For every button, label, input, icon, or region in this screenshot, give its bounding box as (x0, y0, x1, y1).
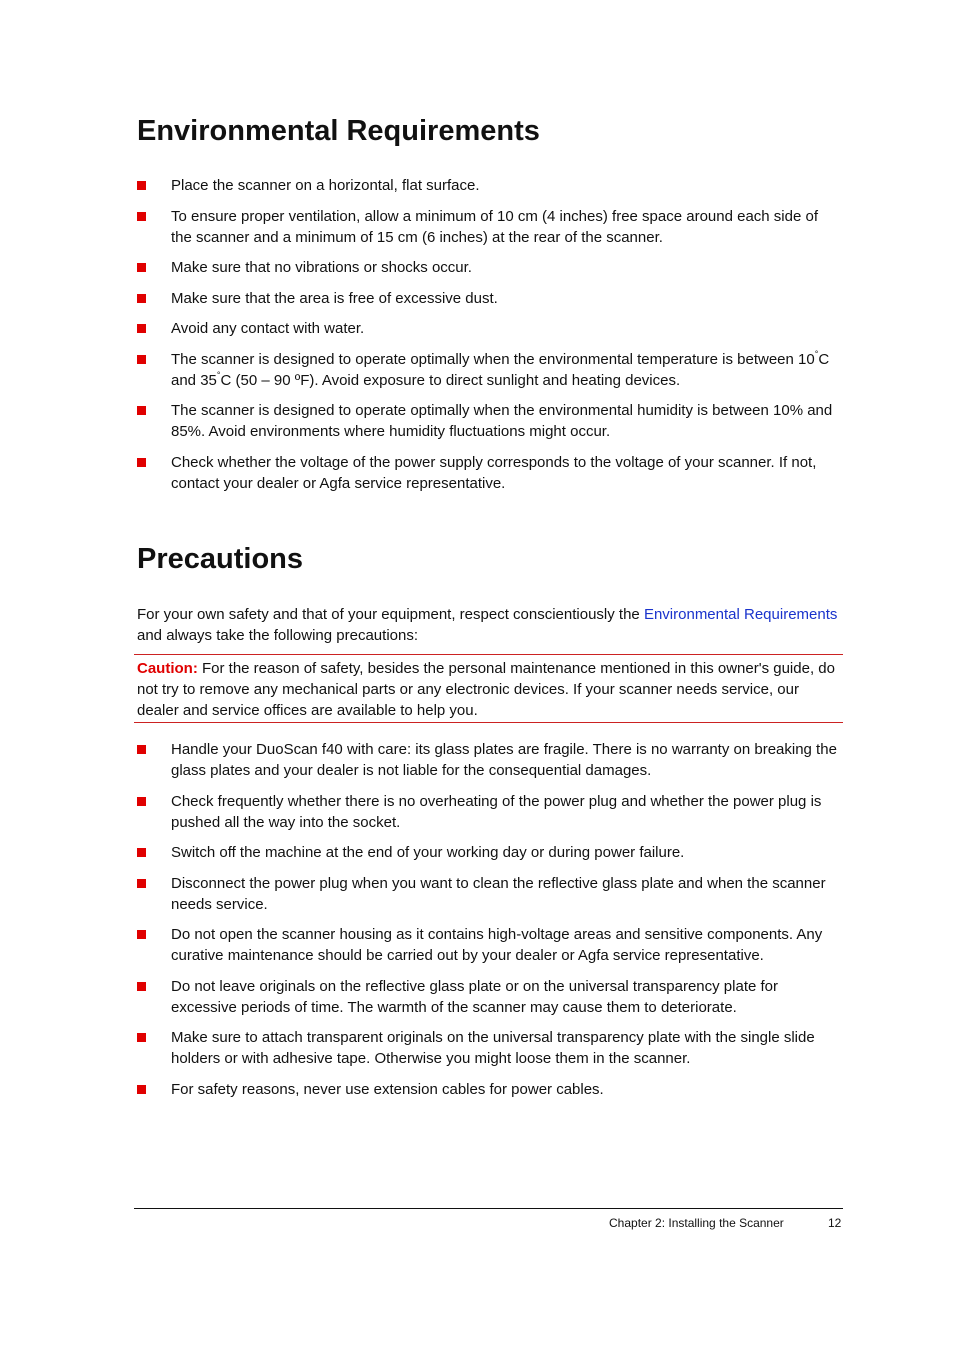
list-item (137, 175, 842, 196)
red-square-bullet-icon (137, 797, 146, 806)
item-text: Do not leave originals on the reflective glass plate or on the universal transparency plate for excessive periods of time. The warmth of the scanner may cause them to deteriorate. (171, 977, 779, 1016)
list-item (137, 452, 842, 494)
red-square-bullet-icon (137, 879, 146, 888)
list-item (137, 318, 842, 339)
item-text: Switch off the machine at the end of your working day or during power failure. (171, 844, 685, 861)
item-text: Make sure to attach transparent originals on the universal transparency plate with the single slide holders or with adhesive tape. Otherwise you might loose them in the scanner. (171, 1029, 815, 1067)
precautions-bullet-list (137, 739, 842, 1109)
red-square-bullet-icon (137, 181, 146, 190)
intro-text-b: and always take the following precautions: (137, 627, 419, 644)
caution-text: For the reason of safety, besides the personal maintenance mentioned in this owner's guide, do not try to remove any mechanical parts or any electronic devices. If your scanner needs service, our dealer and service offices are available to help you. (137, 660, 835, 719)
item-text: Handle your DuoScan f40 with care: its glass plates are fragile. There is no warranty on breaking the glass plates and your dealer is not liable for the consequential damages. (171, 741, 837, 779)
red-square-bullet-icon (137, 406, 146, 415)
footer-chapter: Chapter 2: Installing the Scanner (609, 1216, 784, 1230)
item-text: Make sure that no vibrations or shocks occur. (171, 259, 472, 276)
env-requirements-link[interactable]: Environmental Requirements (643, 606, 838, 623)
caution-bottom-rule (134, 722, 843, 723)
list-item (137, 842, 842, 863)
item-text: Place the scanner on a horizontal, flat surface. (171, 177, 480, 194)
caution-top-rule (134, 654, 843, 655)
list-item (137, 257, 842, 278)
env-bullet-list (137, 175, 842, 503)
list-item (137, 1027, 842, 1069)
item-text: Do not open the scanner housing as it contains high-voltage areas and sensitive components. Any curative maintenance should be carried out by your dealer or Agfa service representative. (171, 926, 823, 964)
red-square-bullet-icon (137, 355, 146, 364)
env-heading: Environmental Requirements (137, 115, 540, 147)
item-text: Check frequently whether there is no overheating of the power plug and whether the power plug is pushed all the way into the socket. (171, 792, 822, 831)
red-square-bullet-icon (137, 324, 146, 333)
item-text-a: The scanner is designed to operate optimally when the environmental temperature is between 10 (171, 350, 815, 368)
caution-label: Caution: (137, 660, 198, 677)
list-item (137, 349, 842, 391)
item-text: Make sure that the area is free of excessive dust. (171, 289, 498, 307)
list-item (137, 873, 842, 915)
intro-text-a: For your own safety and that of your equipment, respect conscientiously the (137, 606, 644, 623)
precautions-intro (137, 604, 842, 646)
degree-sign: ° (814, 348, 819, 359)
red-square-bullet-icon (137, 745, 146, 754)
red-square-bullet-icon (137, 930, 146, 939)
red-square-bullet-icon (137, 263, 146, 272)
red-square-bullet-icon (137, 982, 146, 991)
list-item (137, 1079, 842, 1100)
item-text-b: C and 35 (171, 350, 830, 389)
footer-rule (134, 1208, 843, 1209)
item-text: The scanner is designed to operate optimally when the environmental humidity is between 10% and 85%. Avoid environments where humidity fluctuations might occur. (171, 402, 833, 440)
list-item (137, 288, 842, 309)
red-square-bullet-icon (137, 458, 146, 467)
degree-sign: ° (216, 369, 221, 380)
item-text: Disconnect the power plug when you want to clean the reflective glass plate and when the scanner needs service. (171, 874, 826, 913)
page-number: 12 (828, 1216, 842, 1230)
item-text-c: C (50 – 90 ºF). Avoid exposure to direct sunlight and heating devices. (220, 371, 681, 389)
item-text: To ensure proper ventilation, allow a minimum of 10 cm (4 inches) free space around each side of the scanner and a minimum of 15 cm (6 inches) at the rear of the scanner. (171, 207, 818, 246)
item-text: Check whether the voltage of the power supply corresponds to the voltage of your scanner. If not, contact your dealer or Agfa service representative. (171, 453, 817, 492)
item-text: Avoid any contact with water. (171, 320, 365, 337)
red-square-bullet-icon (137, 1085, 146, 1094)
item-text: For safety reasons, never use extension cables for power cables. (171, 1080, 604, 1098)
list-item (137, 791, 842, 833)
list-item (137, 400, 842, 442)
caution-note (137, 658, 837, 721)
list-item (137, 206, 842, 248)
red-square-bullet-icon (137, 294, 146, 303)
precautions-heading: Precautions (137, 543, 303, 575)
list-item (137, 739, 842, 781)
red-square-bullet-icon (137, 212, 146, 221)
list-item (137, 924, 842, 966)
red-square-bullet-icon (137, 1033, 146, 1042)
list-item (137, 976, 842, 1018)
red-square-bullet-icon (137, 848, 146, 857)
